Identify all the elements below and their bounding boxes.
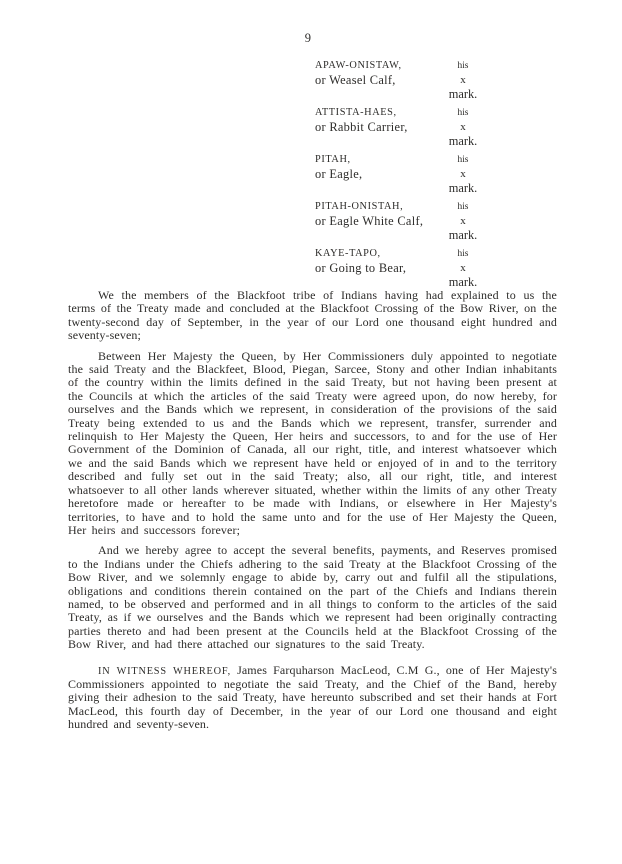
signatory-entry [315,247,487,289]
signatory-names [315,153,439,195]
mark-his-label: his [457,61,469,71]
mark-his-label: his [457,249,469,259]
mark-word-label: mark. [448,275,478,289]
signatory-name: ATTISTA-HAES, [315,107,397,118]
mark-x-glyph: x [460,262,466,274]
signatory-mark [439,153,487,195]
signatory-alias: or Eagle White Calf, [315,214,424,228]
signatory-mark [439,59,487,101]
signatory-names [315,106,439,148]
page-number: 9 [304,31,312,45]
mark-his-label: his [457,155,469,165]
paragraph-surrender-clause: Between Her Majesty the Queen, by Her Commissioners duly appointed to negotiate the said Treaty and the Blackfeet, Blood, Piegan, Sarcee, Stony and other Indian inhabitants of the country within the limits defined in the said Treaty, but not having been present at the Councils at which the articles of the said Treaty were agreed upon, do now hereby, for ourselves and the Bands which we represent, in consideration of the provisions of the said Treaty being extended to us and the Bands which we represent, transfer, surrender and relinquish to Her Majesty the Queen, Her heirs and successors, to and for the use of Her Government of the Dominion of Canada, all our right, title, and interest whatsoever which we and the said Bands which we represent have held or enjoyed of in and to the territory described and fully set out in the said Treaty; also, all our right, title, and interest whatsoever to all other lands wherever situated, whether within the limits of any other Treaty heretofore made or hereafter to be made with Indians, or elsewhere in Her Majesty's territories, to have and to hold the same unto and for the use of Her Majesty the Queen, Her heirs and successors forever; [68,348,557,537]
signatory-mark [439,106,487,148]
mark-word-label: mark. [448,228,478,242]
signatory-alias: or Going to Bear, [315,261,407,275]
signatory-names [315,59,439,101]
signatory-name: KAYE-TAPO, [315,248,381,259]
mark-word-label: mark. [448,87,478,101]
paragraph-witness-clause [68,664,557,732]
signatory-name: PITAH, [315,154,351,165]
witness-lead-smallcaps: IN WITNESS WHEREOF, [98,665,231,677]
signatory-list [315,59,487,294]
signatory-alias: or Rabbit Carrier, [315,120,408,134]
paragraph-adhesion-intro: We the members of the Blackfoot tribe of Indians having had explained to us the terms of the Treaty made and concluded at the Blackfoot Crossing of the Bow River, on the twenty-second day of September, in the year of our Lord one thousand eight hundred and seventy-seven; [68,288,557,343]
signatory-names [315,200,439,242]
mark-x-glyph: x [460,168,466,180]
mark-x-glyph: x [460,121,466,133]
mark-x-glyph: x [460,215,466,227]
signatory-alias: or Eagle, [315,167,363,181]
signatory-mark [439,200,487,242]
signatory-entry [315,59,487,101]
paragraph-agreement-clause: And we hereby agree to accept the several benefits, payments, and Reserves promised to the Indians under the Chiefs adhering to the said Treaty at the Blackfoot Crossing of the Bow River, and we solemnly engage to abide by, carry out and fulfil all the stipulations, obligations and conditions therein contained on the part of the Chiefs and Indians therein named, to be observed and performed and in all things to conform to the articles of the said Treaty, as if we ourselves and the Bands which we represent had been originally contracting parties thereto and had been present at the Councils held at the Blackfoot Crossing of the Bow River, and had there attached our signatures to the said Treaty. [68,543,557,652]
signatory-entry [315,106,487,148]
signatory-names [315,247,439,289]
signatory-mark [439,247,487,289]
signatory-name: APAW-ONISTAW, [315,60,402,71]
mark-his-label: his [457,202,469,212]
signatory-alias: or Weasel Calf, [315,73,396,87]
witness-body: James Farquharson MacLeod, C.M G., one of Her Majesty's Commissioners appointed to negotiate the said Treaty, and the Chief of the Band, hereby giving their adhesion to the said Treaty, have hereunto subscribed and set their hands at Fort MacLeod, this fourth day of December, in the year of our Lord one thousand and eight hundred and seventy-seven. [68,662,557,732]
mark-word-label: mark. [448,181,478,195]
signatory-entry [315,153,487,195]
mark-word-label: mark. [448,134,478,148]
treaty-adhesion-text [68,289,557,739]
signatory-name: PITAH-ONISTAH, [315,201,404,212]
mark-his-label: his [457,108,469,118]
mark-x-glyph: x [460,74,466,86]
signatory-entry [315,200,487,242]
